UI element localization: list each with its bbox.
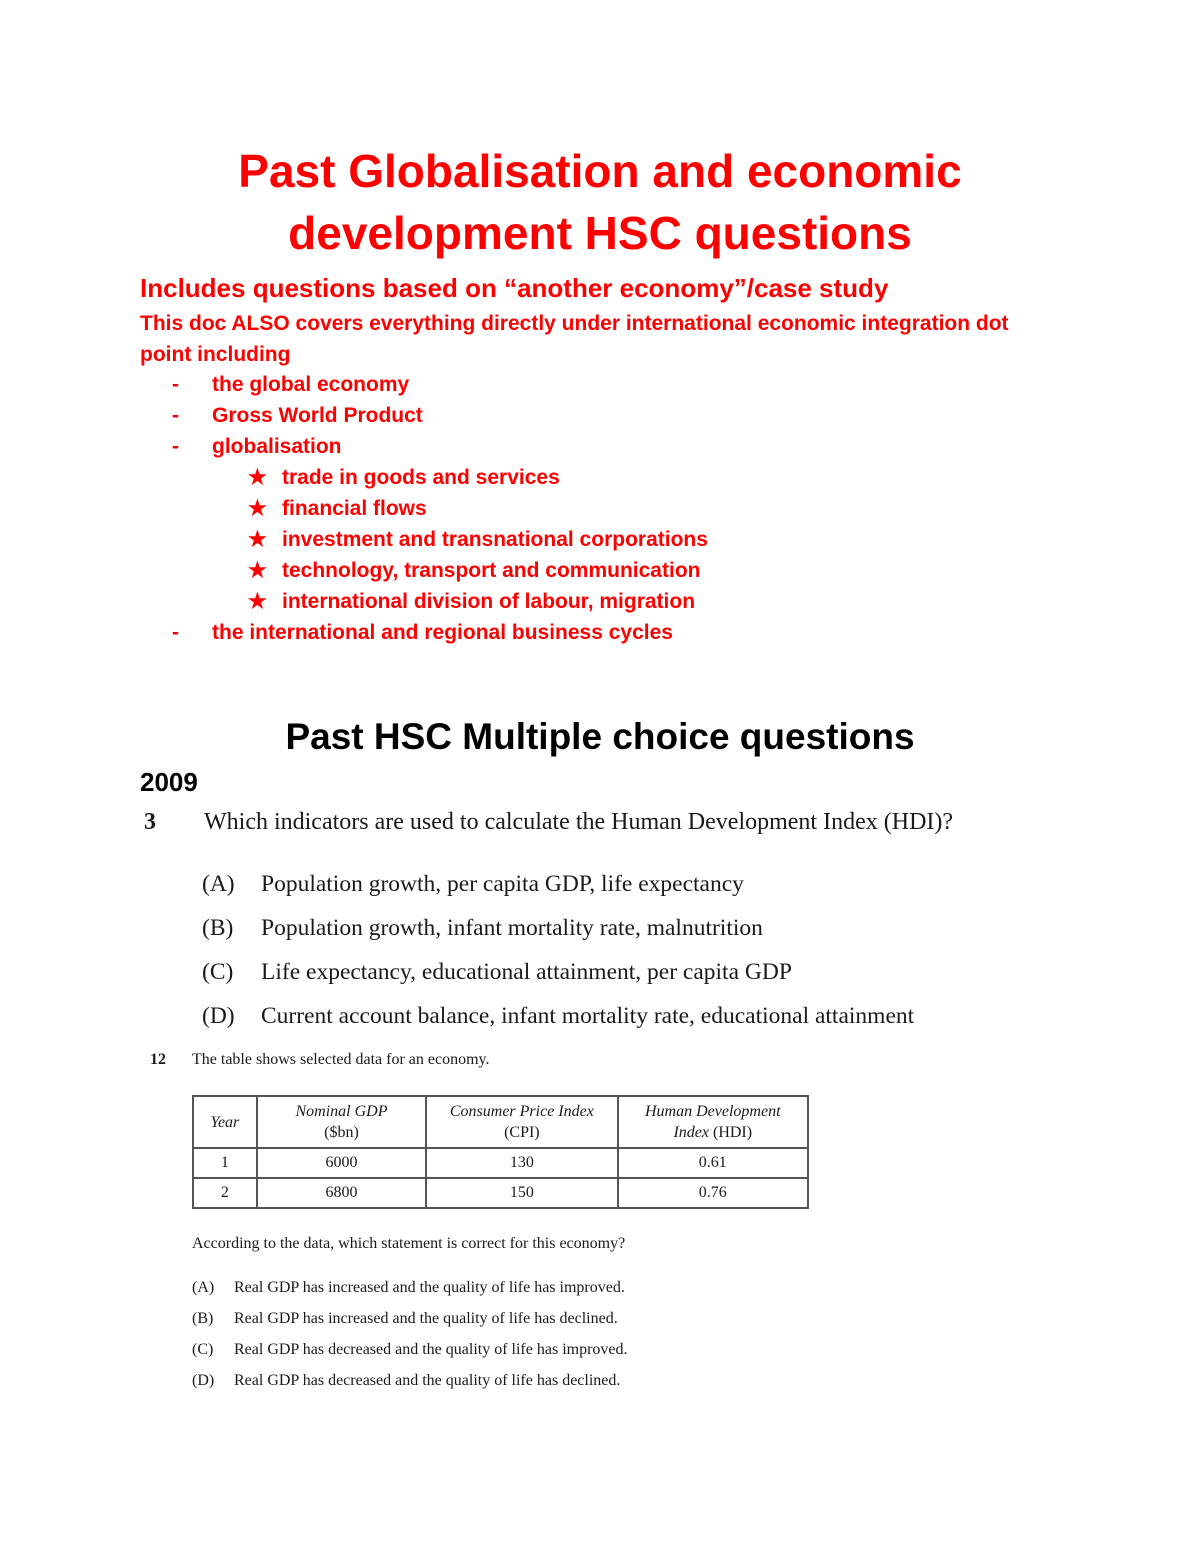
option-label: (D) (192, 1372, 215, 1389)
option-text: Current account balance, infant mortality rate, educational attainment (261, 1003, 915, 1029)
dash-marker: - (172, 621, 179, 644)
table-row (193, 1178, 808, 1208)
option-label: (B) (192, 1310, 214, 1327)
section-title: Past HSC Multiple choice questions (285, 716, 915, 757)
question-3-number: 3 (144, 809, 156, 835)
subtopic-label: trade in goods and services (282, 466, 560, 489)
answer-option (202, 868, 914, 912)
star-icon: ★ (248, 466, 267, 489)
subtopic-item (248, 493, 1070, 524)
topic-label: Gross World Product (212, 404, 423, 427)
option-text: Real GDP has decreased and the quality of life has declined. (234, 1372, 621, 1389)
topic-item (170, 400, 1070, 431)
economy-data-table (192, 1095, 809, 1209)
subtopic-item (248, 555, 1070, 586)
question-12-stem: The table shows selected data for an economy. (192, 1051, 490, 1068)
option-label: (B) (202, 915, 234, 941)
option-text: Life expectancy, educational attainment, per capita GDP (261, 959, 792, 985)
year-heading: 2009 (140, 767, 198, 797)
topic-list (170, 369, 1070, 648)
star-icon: ★ (248, 590, 267, 613)
topic-item (170, 431, 1070, 617)
subtopic-label: technology, transport and communication (282, 559, 701, 582)
subtopic-item (248, 524, 1070, 555)
column-header: Year (193, 1096, 257, 1148)
topic-item (170, 617, 1070, 648)
column-header: Nominal GDP ($bn) (257, 1096, 426, 1148)
answer-option (202, 912, 914, 956)
subtopic-label: international division of labour, migration (282, 590, 696, 613)
star-icon: ★ (248, 559, 267, 582)
topic-label: globalisation (212, 435, 342, 458)
star-icon: ★ (248, 497, 267, 520)
table-cell: 6000 (257, 1148, 426, 1178)
option-text: Population growth, infant mortality rate, malnutrition (261, 915, 763, 941)
option-label: (A) (192, 1279, 215, 1296)
page-subtitle: Includes questions based on “another economy”/case study (140, 273, 889, 303)
table-cell: 150 (426, 1178, 617, 1208)
topic-label: the global economy (212, 373, 410, 396)
table-cell: 130 (426, 1148, 617, 1178)
answer-option (192, 1278, 628, 1309)
question-3-options (202, 868, 914, 1044)
answer-option (192, 1309, 628, 1340)
dash-marker: - (172, 404, 179, 427)
option-text: Population growth, per capita GDP, life expectancy (261, 871, 744, 897)
page-title: Past Globalisation and economic development HSC questions (238, 145, 962, 259)
topic-item (170, 369, 1070, 400)
question-12-lead: According to the data, which statement is correct for this economy? (192, 1235, 626, 1252)
answer-option (192, 1340, 628, 1371)
dash-marker: - (172, 435, 179, 458)
subtopic-item (248, 586, 1070, 617)
table-cell: 0.76 (618, 1178, 808, 1208)
option-label: (C) (192, 1341, 214, 1358)
option-text: Real GDP has decreased and the quality of life has improved. (234, 1341, 628, 1358)
table-cell: 6800 (257, 1178, 426, 1208)
star-icon: ★ (248, 528, 267, 551)
answer-option (202, 956, 914, 1000)
answer-option (202, 1000, 914, 1044)
subtopic-item (248, 462, 1070, 493)
column-header: Consumer Price Index (CPI) (426, 1096, 617, 1148)
option-label: (A) (202, 871, 235, 897)
subtopic-label: investment and transnational corporations (282, 528, 708, 551)
question-12-number: 12 (150, 1051, 166, 1068)
option-text: Real GDP has increased and the quality of life has improved. (234, 1279, 625, 1296)
intro-text: This doc ALSO covers everything directly under international economic integration dot point including (140, 312, 1009, 366)
answer-option (192, 1371, 628, 1402)
table-header-row (193, 1096, 808, 1148)
question-3-stem: Which indicators are used to calculate the Human Development Index (HDI)? (204, 809, 954, 835)
option-text: Real GDP has increased and the quality of life has declined. (234, 1310, 618, 1327)
column-header: Human Development Index (HDI) (618, 1096, 808, 1148)
table-row (193, 1148, 808, 1178)
table-cell: 2 (193, 1178, 257, 1208)
question-12-options (192, 1278, 628, 1402)
option-label: (D) (202, 1003, 235, 1029)
option-label: (C) (202, 959, 234, 985)
table-cell: 1 (193, 1148, 257, 1178)
dash-marker: - (172, 373, 179, 396)
subtopic-label: financial flows (282, 497, 427, 520)
topic-label: the international and regional business cycles (212, 621, 673, 644)
table-cell: 0.61 (618, 1148, 808, 1178)
globalisation-sublist (248, 462, 1070, 617)
